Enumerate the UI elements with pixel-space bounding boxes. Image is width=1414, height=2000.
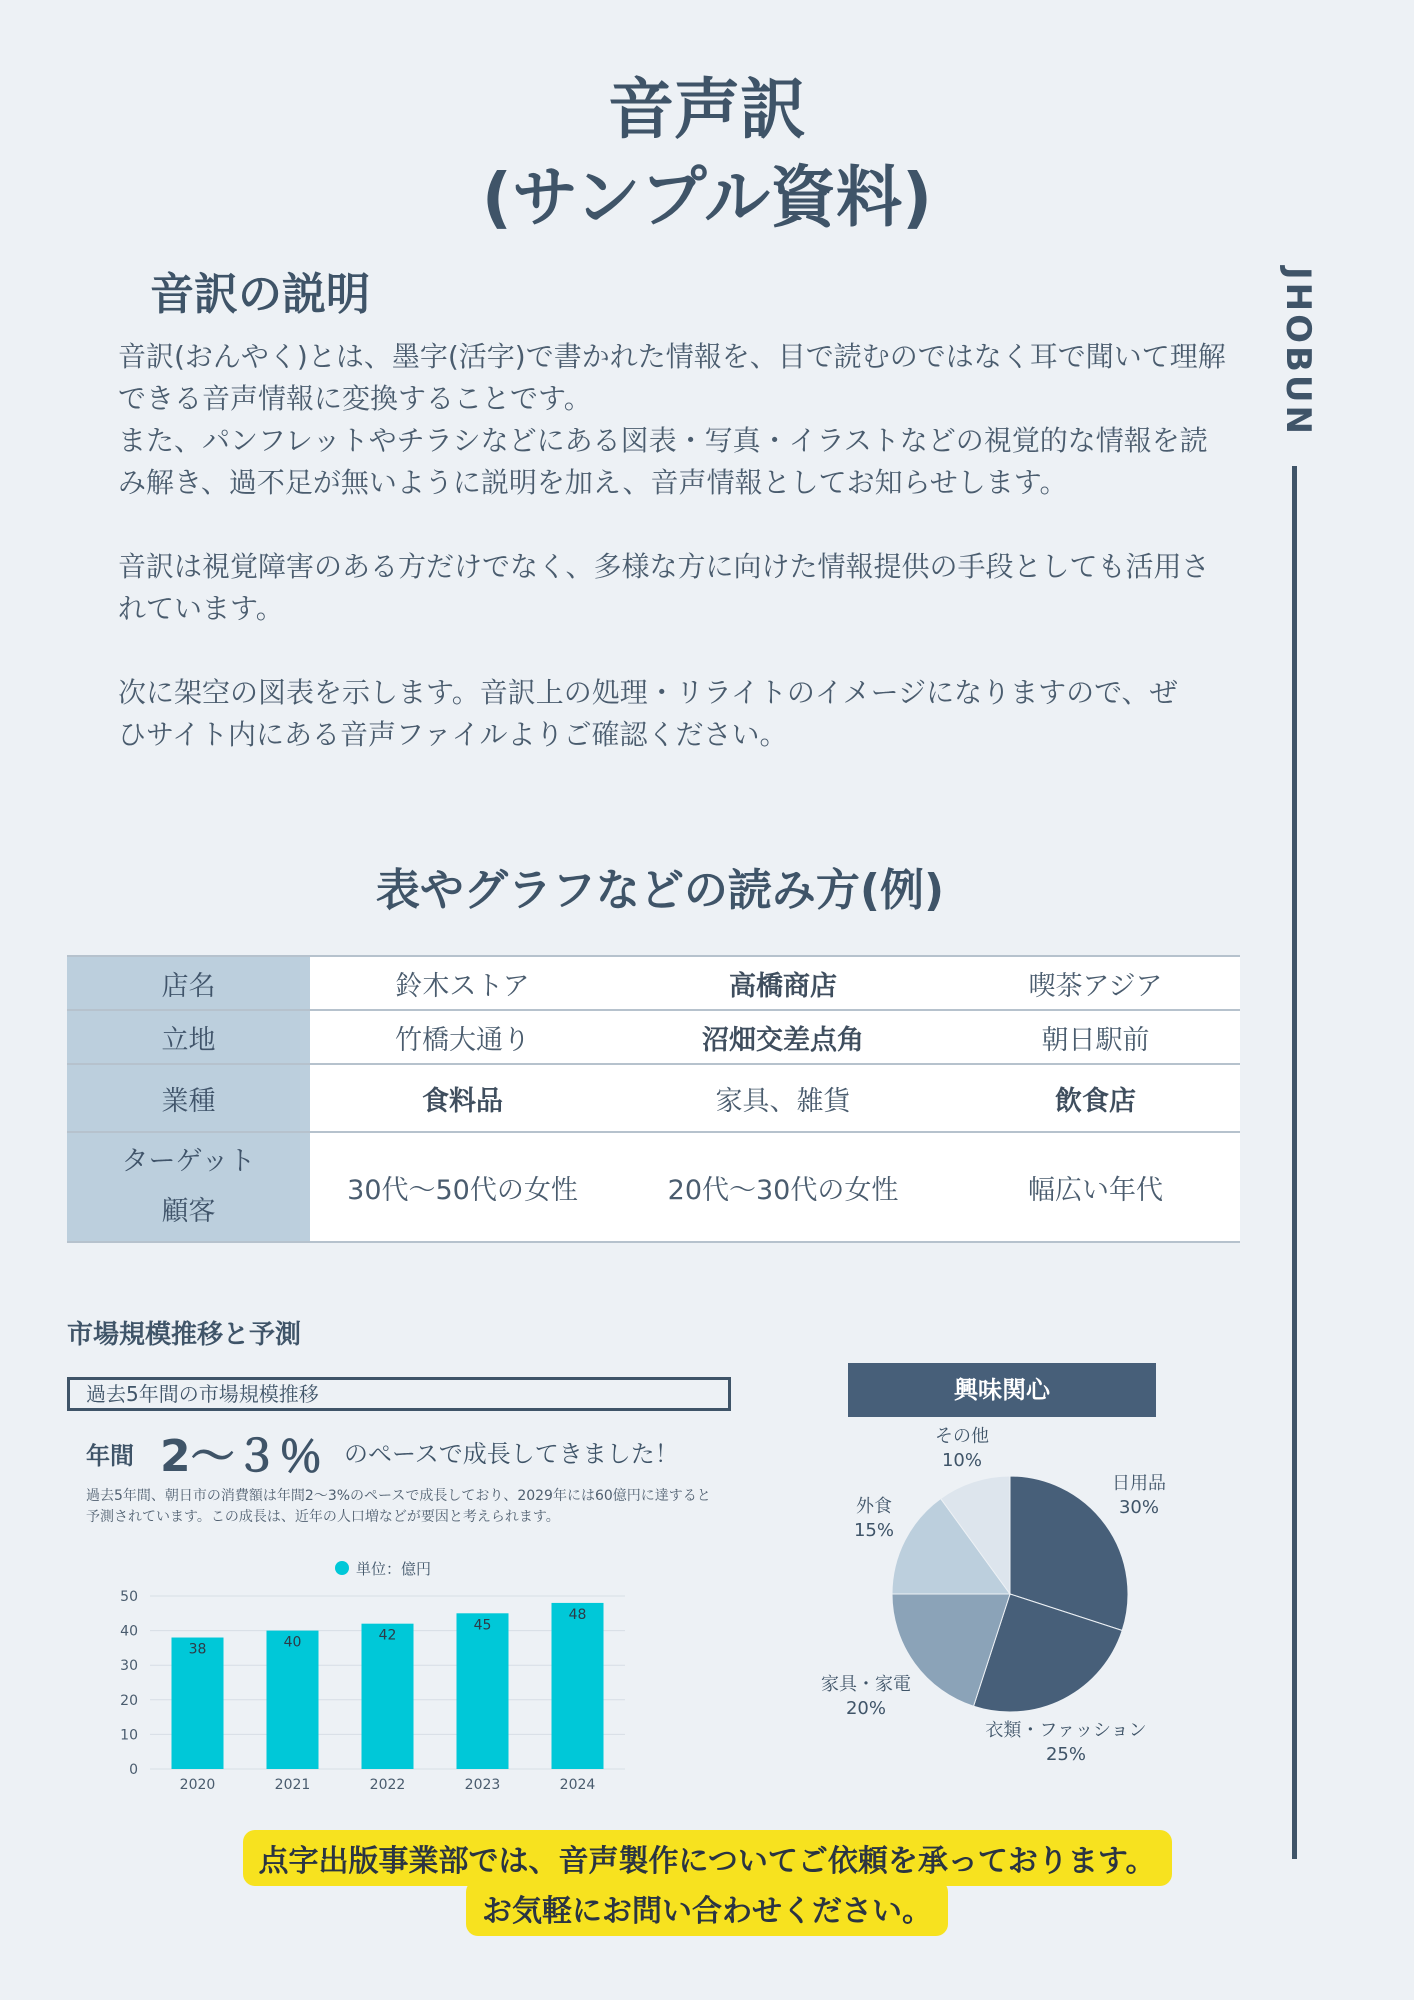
y-tick-label: 40 — [120, 1623, 138, 1640]
market-box-label: 過去5年間の市場規模推移 — [67, 1377, 731, 1411]
row-header — [67, 1132, 310, 1242]
y-tick-label: 20 — [120, 1692, 138, 1709]
pie-label-fashion: 衣類・ファッション — [985, 1720, 1147, 1741]
x-tick-label: 2023 — [464, 1777, 501, 1793]
pie-label-dining: 外食 — [856, 1496, 892, 1517]
store-table — [67, 955, 1240, 1243]
table-row — [67, 1132, 1240, 1242]
legend-swatch — [335, 1561, 349, 1575]
row-header-line2: 顧客 — [161, 1196, 216, 1227]
y-tick-label: 0 — [129, 1762, 138, 1778]
legend-label: 単位：億円 — [356, 1560, 432, 1578]
bar-value-label: 40 — [283, 1634, 302, 1651]
table-cell: 朝日駅前 — [951, 1010, 1240, 1064]
y-tick-label: 50 — [120, 1589, 138, 1605]
footer-line-2: お気軽にお問い合わせください。 — [466, 1880, 948, 1936]
pie-chart — [800, 1420, 1200, 1780]
y-tick-label: 30 — [120, 1658, 138, 1675]
bar-chart — [100, 1550, 660, 1800]
paragraph-2: また、パンフレットやチラシなどにある図表・写真・イラストなどの視覚的な情報を読み解き、過不足が無いように説明を加え、音声情報としてお知らせします。 — [118, 424, 1208, 499]
table-cell: 飲食店 — [951, 1064, 1240, 1132]
pie-pct-other: 10% — [941, 1450, 983, 1471]
pie-label-furniture: 家具・家電 — [821, 1674, 911, 1695]
footer-banner — [0, 1830, 1414, 1936]
growth-value: 2〜３％ — [160, 1431, 323, 1482]
row-header: 業種 — [67, 1064, 310, 1132]
bar-value-label: 48 — [568, 1606, 587, 1623]
table-cell: 沼畑交差点角 — [615, 1010, 951, 1064]
paragraph-1: 音訳(おんやく)とは、墨字(活字)で書かれた情報を、目で読むのではなく耳で聞いて理解できる音声情報に変換することです。 — [118, 340, 1226, 415]
table-heading: 表やグラフなどの読み方(例) — [375, 865, 945, 916]
x-tick-label: 2020 — [179, 1777, 216, 1793]
paragraph-3: 音訳は視覚障害のある方だけでなく、多様な方に向けた情報提供の手段としても活用されています。 — [118, 550, 1210, 625]
bar-legend — [335, 1560, 431, 1578]
table-cell: 高橋商店 — [615, 956, 951, 1010]
pie-title: 興味関心 — [848, 1363, 1156, 1417]
table-cell: 幅広い年代 — [951, 1132, 1240, 1242]
table-cell: 家具、雑貨 — [615, 1064, 951, 1132]
table-cell: 喫茶アジア — [951, 956, 1240, 1010]
pie-pct-furniture: 20% — [845, 1698, 887, 1719]
brand-vertical — [1263, 267, 1333, 437]
x-tick-label: 2021 — [274, 1777, 311, 1793]
footer-line-1: 点字出版事業部では、音声製作についてご依頼を承っております。 — [243, 1830, 1172, 1886]
pie-pct-fashion: 25% — [1045, 1744, 1087, 1765]
pie-pct-daily: 30% — [1118, 1497, 1160, 1518]
section-heading: 音訳の説明 — [150, 269, 370, 320]
market-title: 市場規模推移と予測 — [67, 1320, 302, 1350]
row-header-line1: ターゲット — [121, 1146, 256, 1177]
x-tick-label: 2022 — [369, 1777, 406, 1793]
bar — [552, 1603, 604, 1769]
pie-slices — [892, 1476, 1128, 1712]
table-row — [67, 956, 1240, 1010]
table-row — [67, 1010, 1240, 1064]
bar-value-label: 42 — [378, 1627, 397, 1644]
x-tick-label: 2024 — [559, 1777, 596, 1793]
paragraph-4: 次に架空の図表を示します。音訳上の処理・リライトのイメージになりますので、ぜひサイト内にある音声ファイルよりご確認ください。 — [118, 676, 1178, 751]
table-row — [67, 1064, 1240, 1132]
bar-marks — [172, 1603, 604, 1793]
pie-label-daily: 日用品 — [1112, 1473, 1166, 1494]
title-line2: (サンプル資料) — [481, 159, 933, 236]
table-cell: 30代〜50代の女性 — [310, 1132, 615, 1242]
growth-prefix: 年間 — [86, 1442, 134, 1470]
bar — [457, 1613, 509, 1769]
pie-label-other: その他 — [935, 1426, 989, 1447]
row-header: 店名 — [67, 956, 310, 1010]
row-header: 立地 — [67, 1010, 310, 1064]
bar-value-label: 38 — [188, 1641, 207, 1658]
page-title — [0, 66, 1414, 242]
growth-suffix: のペースで成長してきました！ — [344, 1440, 679, 1468]
side-divider — [1292, 466, 1297, 1859]
table-cell: 竹橋大通り — [310, 1010, 615, 1064]
bar — [362, 1624, 414, 1769]
market-note: 過去5年間、朝日市の消費額は年間2〜3%のペースで成長しており、2029年には60億円に達すると予測されています。この成長は、近年の人口増などが要因と考えられます。 — [86, 1488, 711, 1525]
bar-value-label: 45 — [473, 1617, 492, 1634]
pie-pct-dining: 15% — [853, 1520, 895, 1541]
table-cell: 鈴木ストア — [310, 956, 615, 1010]
title-line1: 音声訳 — [608, 71, 806, 148]
table-cell: 20代〜30代の女性 — [615, 1132, 951, 1242]
bar — [267, 1631, 319, 1769]
y-tick-label: 10 — [120, 1727, 138, 1744]
brand-text: JHOBUN — [1278, 267, 1318, 437]
table-cell: 食料品 — [310, 1064, 615, 1132]
